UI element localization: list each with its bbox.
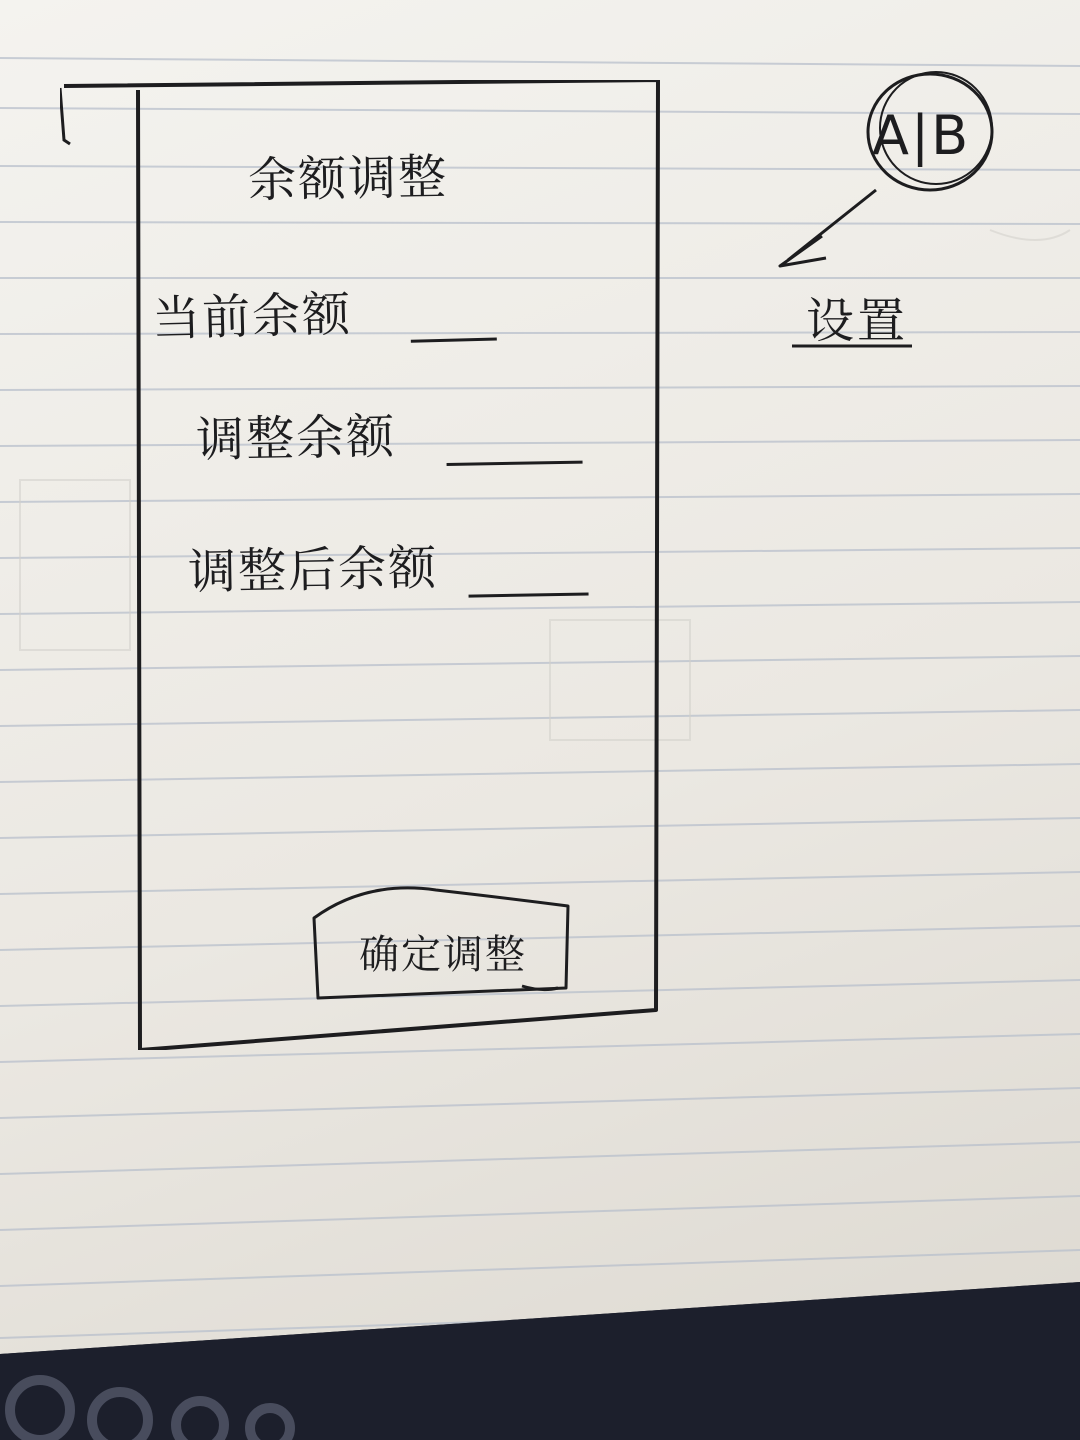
adjust-amount-label: 调整余额 [195,408,397,469]
page-title: 余额调整 [247,149,449,209]
balance-after-value [468,547,589,598]
current-balance-row [151,272,497,350]
confirm-adjust-button[interactable]: 确定调整 [314,906,572,996]
current-balance-value [410,292,497,343]
balance-after-row [187,527,588,603]
adjust-amount-row [195,395,582,471]
phone-frame [60,80,660,1050]
ab-test-badge[interactable]: A|B [872,104,971,167]
current-balance-label: 当前余额 [151,286,353,348]
balance-after-label: 调整后余额 [187,540,439,601]
adjust-amount-input[interactable] [446,415,583,466]
settings-link[interactable]: 设置 [806,293,909,349]
confirm-button-frame [306,876,581,1006]
annotation-group [770,50,1030,390]
